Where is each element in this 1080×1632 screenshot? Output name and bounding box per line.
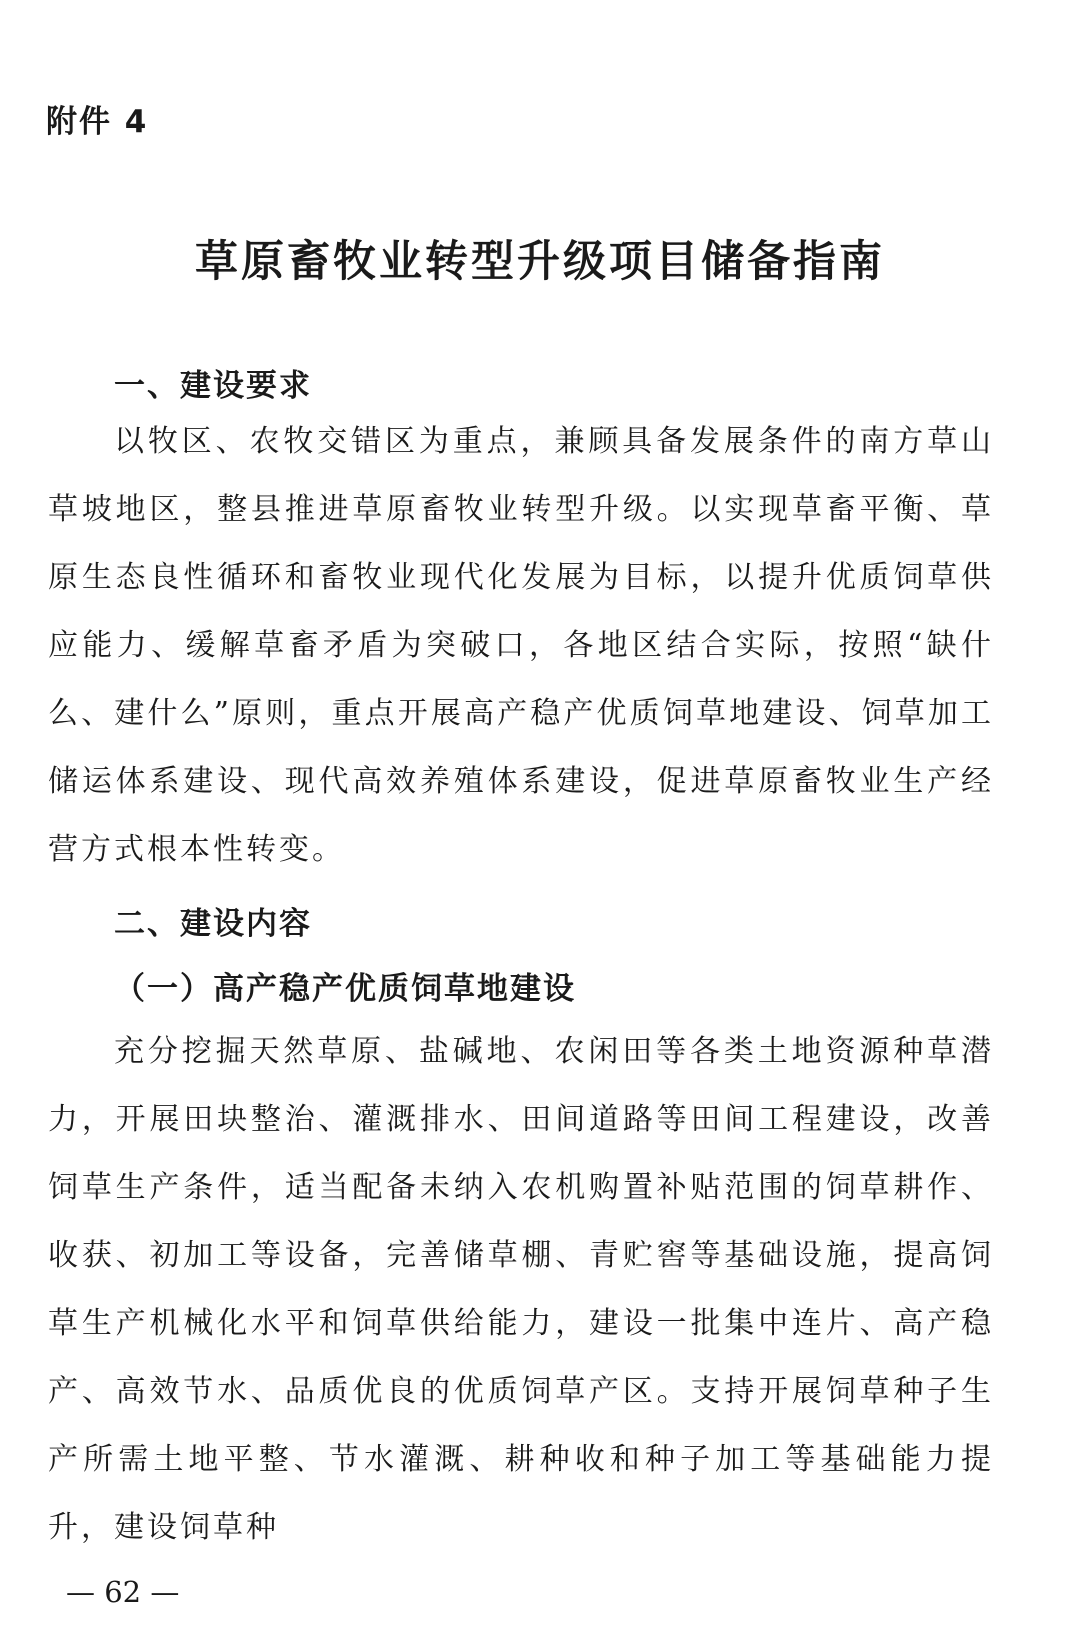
attachment-label: 附件 4 bbox=[46, 104, 149, 140]
section-heading-requirements: 一、建设要求 bbox=[114, 368, 312, 404]
document-title: 草原畜牧业转型升级项目储备指南 bbox=[195, 237, 885, 287]
subsection-paragraph-forage-land: 充分挖掘天然草原、盐碱地、农闲田等各类土地资源种草潜力，开展田块整治、灌溉排水、田间道路等田间工程建设，改善饲草生产条件，适当配备未纳入农机购置补贴范围的饲草耕作、收获、初加工等设备，完善储草棚、青贮窖等基础设施，提高饲草生产机械化水平和饲草供给能力，建设一批集中连片、高产稳产、高效节水、品质优良的优质饲草产区。支持开展饲草种子生产所需土地平整、节水灌溉、耕种收和种子加工等基础能力提升，建设饲草种 bbox=[48, 1034, 994, 1545]
page-number: — 62 — bbox=[66, 1575, 180, 1609]
section-heading-content: 二、建设内容 bbox=[114, 906, 312, 942]
section-paragraph-requirements: 以牧区、农牧交错区为重点，兼顾具备发展条件的南方草山草坡地区，整县推进草原畜牧业转型升级。以实现草畜平衡、草原生态良性循环和畜牧业现代化发展为目标，以提升优质饲草供应能力、缓解草畜矛盾为突破口，各地区结合实际，按照“缺什么、建什么”原则，重点开展高产稳产优质饲草地建设、饲草加工储运体系建设、现代高效养殖体系建设，促进草原畜牧业生产经营方式根本性转变。 bbox=[48, 424, 994, 867]
subsection-heading-forage-land: （一）高产稳产优质饲草地建设 bbox=[114, 971, 576, 1007]
